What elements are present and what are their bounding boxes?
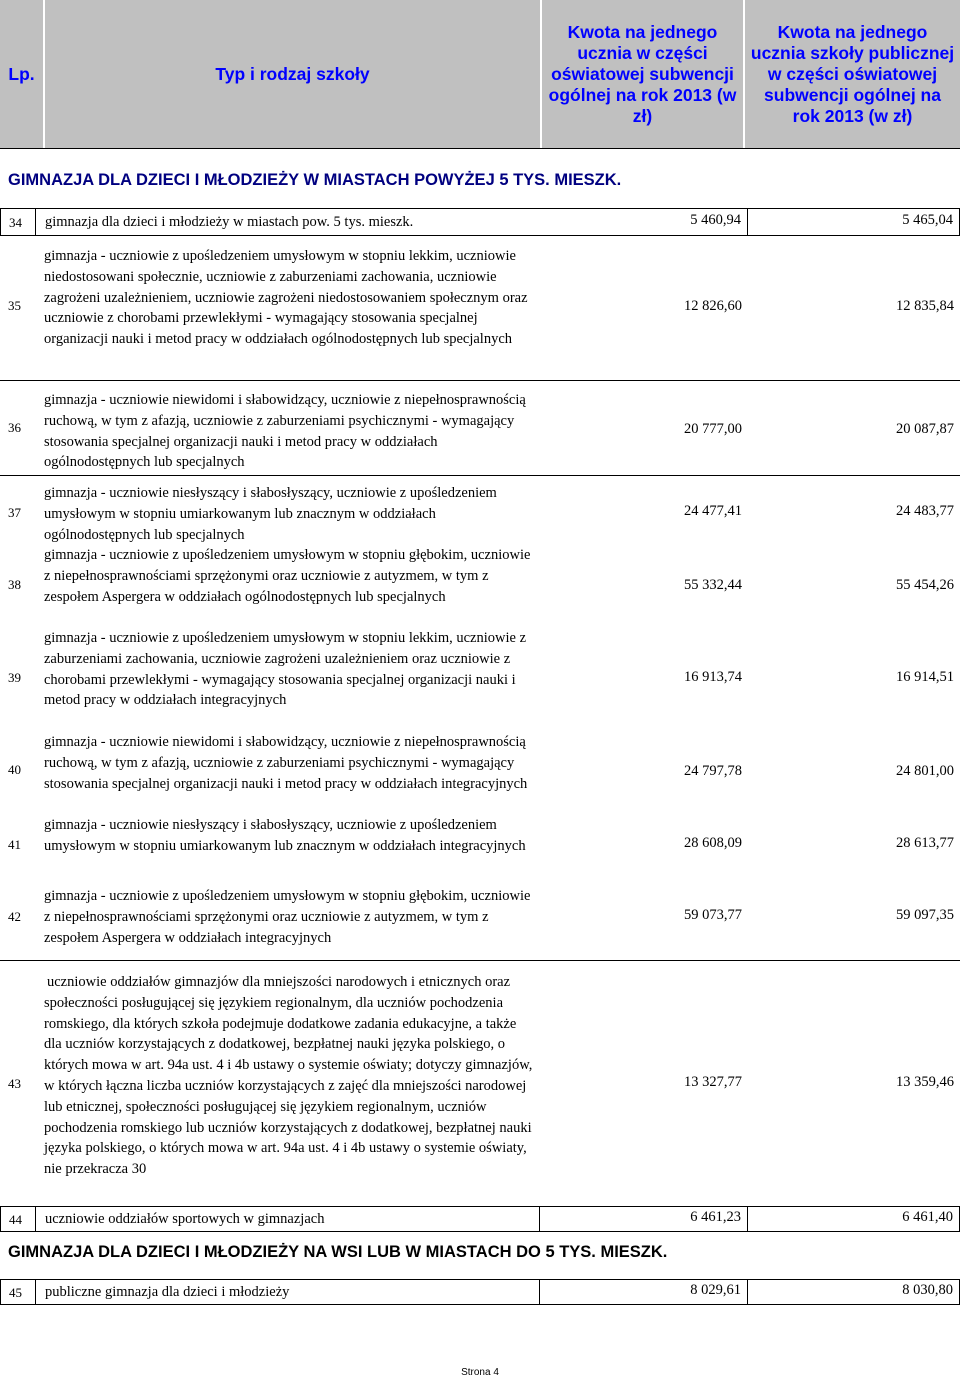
table-row bbox=[0, 1279, 960, 1305]
table-header bbox=[0, 0, 960, 149]
row-number: 44 bbox=[9, 1212, 22, 1227]
row-kwota-2: 59 097,35 bbox=[896, 907, 954, 923]
row-description: gimnazja - uczniowie z upośledzeniem umysłowym w stopniu głębokim, uczniowie z niepełnosprawnościami sprzężonymi oraz uczniowie z autyzmem, w tym z zespołem Aspergera w oddziałach integracyjnych bbox=[44, 888, 531, 946]
row-description: uczniowie oddziałów sportowych w gimnazjach bbox=[45, 1211, 325, 1227]
row-number: 34 bbox=[9, 215, 22, 230]
table-row bbox=[0, 390, 960, 474]
row-kwota-2: 8 030,80 bbox=[902, 1282, 953, 1298]
table-row bbox=[0, 732, 960, 816]
table-row bbox=[0, 246, 960, 366]
row-kwota-1: 59 073,77 bbox=[684, 907, 742, 923]
row-number: 35 bbox=[8, 298, 21, 313]
row-kwota-2: 24 801,00 bbox=[896, 763, 954, 779]
row-description: publiczne gimnazja dla dzieci i młodzieży bbox=[45, 1284, 290, 1300]
row-description: gimnazja - uczniowie z upośledzeniem umysłowym w stopniu lekkim, uczniowie niedostosowani społecznie, uczniowie z zaburzeniami zachowania, uczniowie zagrożeni uzależnieniem, uczniowie zagrożeni niedostosowaniem społecznym oraz uczniowie z chorobami przewlekłymi - wymagający stosowania specjalnej organizacji nauki i metod pracy w oddziałach ogólnodostępnych lub specjalnych bbox=[44, 248, 528, 348]
header-lp: Lp. bbox=[0, 0, 45, 148]
table-row bbox=[0, 208, 960, 236]
row-kwota-1: 8 029,61 bbox=[690, 1282, 741, 1298]
row-kwota-1: 5 460,94 bbox=[690, 212, 741, 228]
row-kwota-1: 13 327,77 bbox=[684, 1074, 742, 1090]
row-kwota-2: 20 087,87 bbox=[896, 421, 954, 437]
header-kwota-1: Kwota na jednego ucznia w części oświatowej subwencji ogólnej na rok 2013 (w zł) bbox=[542, 0, 745, 148]
row-number: 36 bbox=[8, 420, 21, 435]
row-description: gimnazja - uczniowie niesłyszący i słabosłyszący, uczniowie z upośledzeniem umysłowym w stopniu umiarkowanym lub znacznym w oddziałach integracyjnych bbox=[44, 817, 526, 854]
row-kwota-1: 55 332,44 bbox=[684, 577, 742, 593]
row-kwota-1: 24 477,41 bbox=[684, 503, 742, 519]
row-number: 42 bbox=[8, 909, 21, 924]
row-description: uczniowie oddziałów gimnazjów dla mniejszości narodowych i etnicznych oraz społeczności posługującej się językiem regionalnym, dla uczniów pochodzenia romskiego, dla których szkoła podejmuje dodatkowe zadania edukacyjne, a także dla uczniów korzystających z dodatkowej, bezpłatnej nauki języka polskiego, o których mowa w art. 94a ust. 4 i 4b ustawy o systemie oświaty; dotyczy gimnazjów, w których łączna liczba uczniów korzystających z zajęć dla mniejszości narodowej lub etnicznej, społeczności posługującej się językiem regionalnym, uczniów pochodzenia romskiego lub uczniów korzystających z dodatkowej, bezpłatnej nauki języka polskiego, o których mowa w art. 94a ust. 4 i 4b ustawy o systemie oświaty, nie przekracza 30 bbox=[44, 974, 533, 1178]
row-description: gimnazja - uczniowie niewidomi i słabowidzący, uczniowie z niepełnosprawnością ruchową, w tym z afazją, uczniowie z zaburzeniami psychicznymi - wymagający stosowania specjalnej organizacji nauki i metod pracy w oddziałach integracyjnych bbox=[44, 734, 528, 792]
row-number: 45 bbox=[9, 1285, 22, 1300]
row-kwota-2: 28 613,77 bbox=[896, 835, 954, 851]
row-kwota-2: 12 835,84 bbox=[896, 298, 954, 314]
table-row bbox=[0, 1206, 960, 1232]
row-number: 41 bbox=[8, 837, 21, 852]
row-description: gimnazja - uczniowie niewidomi i słabowidzący, uczniowie z niepełnosprawnością ruchową, w tym z afazją, uczniowie z zaburzeniami psychicznymi - wymagający stosowania specjalnej organizacji nauki i metod pracy w oddziałach ogólnodostępnych lub specjalnych bbox=[44, 392, 526, 471]
header-kwota-2: Kwota na jednego ucznia szkoły publicznej w części oświatowej subwencji ogólnej na rok 2013 (w zł) bbox=[750, 21, 955, 126]
row-number: 43 bbox=[8, 1076, 21, 1091]
row-description: gimnazja dla dzieci i młodzieży w miastach pow. 5 tys. mieszk. bbox=[45, 214, 414, 230]
table-row bbox=[0, 972, 960, 1200]
table-row bbox=[0, 886, 960, 948]
row-number: 40 bbox=[8, 762, 21, 777]
row-number: 38 bbox=[8, 577, 21, 592]
row-kwota-1: 24 797,78 bbox=[684, 763, 742, 779]
row-description: gimnazja - uczniowie z upośledzeniem umysłowym w stopniu lekkim, uczniowie z zaburzeniami zachowania, uczniowie zagrożeni uzależnieniem oraz uczniowie z chorobami przewlekłymi - wymagający stosowania specjalnej organizacji nauki i metod pracy w oddziałach integracyjnych bbox=[44, 630, 527, 709]
row-kwota-2: 24 483,77 bbox=[896, 503, 954, 519]
row-number: 39 bbox=[8, 670, 21, 685]
row-kwota-1: 12 826,60 bbox=[684, 298, 742, 314]
row-number: 37 bbox=[8, 505, 21, 520]
row-kwota-2: 5 465,04 bbox=[902, 212, 953, 228]
page-footer: Strona 4 bbox=[461, 1367, 499, 1378]
table-row bbox=[0, 483, 960, 545]
row-description: gimnazja - uczniowie z upośledzeniem umysłowym w stopniu głębokim, uczniowie z niepełnosprawnościami sprzężonymi oraz uczniowie z autyzmem, w tym z zespołem Aspergera w oddziałach ogólnodostępnych lub specjalnych bbox=[44, 547, 531, 605]
row-kwota-2: 6 461,40 bbox=[902, 1209, 953, 1225]
row-kwota-2: 55 454,26 bbox=[896, 577, 954, 593]
table-row bbox=[0, 815, 960, 877]
table-row bbox=[0, 545, 960, 629]
row-kwota-1: 16 913,74 bbox=[684, 669, 742, 685]
row-kwota-2: 13 359,46 bbox=[896, 1074, 954, 1090]
row-kwota-1: 20 777,00 bbox=[684, 421, 742, 437]
row-description: gimnazja - uczniowie niesłyszący i słabosłyszący, uczniowie z upośledzeniem umysłowym w stopniu umiarkowanym lub znacznym w oddziałach ogólnodostępnych lub specjalnych bbox=[44, 485, 497, 543]
table-row bbox=[0, 628, 960, 732]
header-type: Typ i rodzaj szkoły bbox=[45, 0, 542, 148]
section-title-villages: GIMNAZJA DLA DZIECI I MŁODZIEŻY NA WSI LUB W MIASTACH DO 5 TYS. MIESZK. bbox=[8, 1243, 668, 1261]
section-title-cities: GIMNAZJA DLA DZIECI I MŁODZIEŻY W MIASTACH POWYŻEJ 5 TYS. MIESZK. bbox=[8, 171, 622, 189]
row-kwota-1: 28 608,09 bbox=[684, 835, 742, 851]
row-kwota-2: 16 914,51 bbox=[896, 669, 954, 685]
row-kwota-1: 6 461,23 bbox=[690, 1209, 741, 1225]
